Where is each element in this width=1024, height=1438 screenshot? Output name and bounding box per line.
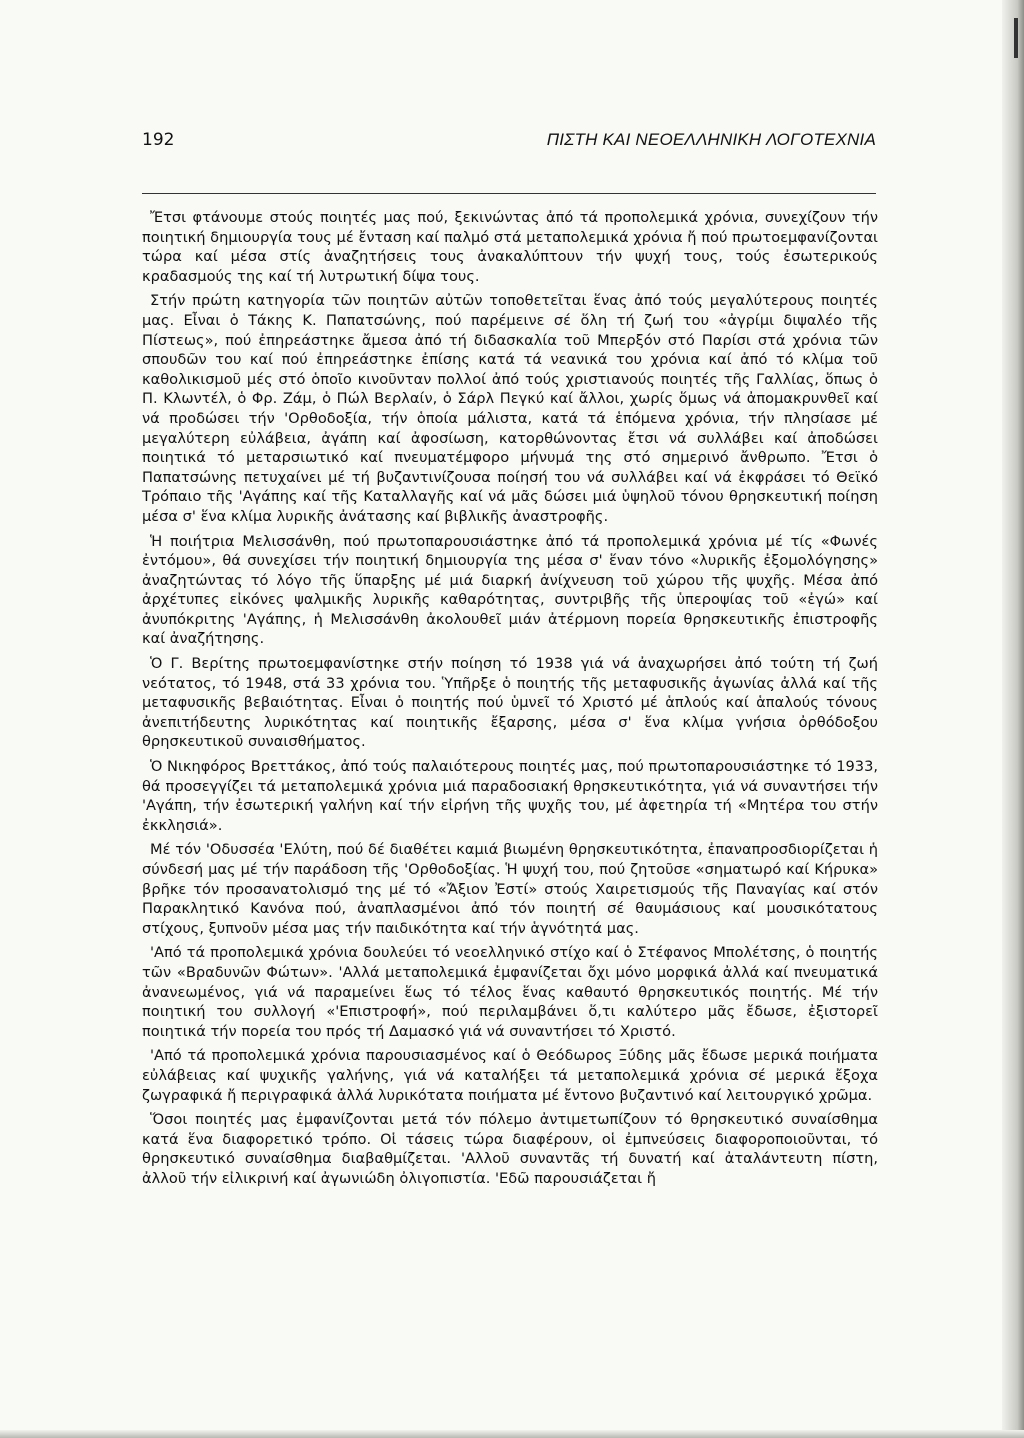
scan-page-edge (1002, 0, 1024, 1438)
paragraph: 'Από τά προπολεμικά χρόνια δουλεύει τό νεοελληνικό στίχο καί ὁ Στέφανος Μπολέτσης, ὁ ποιητής τῶν «Βραδυνῶν Φώτων». 'Αλλά μεταπολεμικά ἐμφανίζεται ὄχι μόνο μορφικά ἀλλά καί πνευματικά ἀνανεωμένος, γιά νά παραμείνει ἕως τό τέλος ἕνας καθαυτό θρησκευτικός ποιητής. Μέ τήν ποιητική του συλλογή «'Επιστροφή», πού περιλαμβάνει ὅ,τι καλύτερο μᾶς ἔδωσε, ἐξιστορεῖ ποιητικά τήν πορεία του πρός τή Δαμασκό γιά νά συναντήσει τό Χριστό. (142, 944, 878, 1040)
running-title: ΠΙΣΤΗ ΚΑΙ ΝΕΟΕΛΛΗΝΙΚΗ ΛΟΓΟΤΕΧΝΙΑ (546, 130, 876, 149)
page-header (142, 130, 876, 154)
scan-edge-mark (1014, 18, 1018, 58)
paragraph: Ὁ Νικηφόρος Βρεττάκος, ἀπό τούς παλαιότερους ποιητές μας, πού πρωτοπαρουσιάστηκε τό 1933, θά προσεγγίζει τά μεταπολεμικά χρόνια μιά παραδοσιακή θρησκευτικότητα, γιά νά συναντήσει τήν 'Αγάπη, τήν ἐσωτερική γαλήνη καί τήν εἰρήνη τῆς ψυχῆς του, μέ ἀφετηρία τή «Μητέρα του στήν ἐκκλησιά». (142, 758, 878, 834)
paragraph: Ὅσοι ποιητές μας ἐμφανίζονται μετά τόν πόλεμο ἀντιμετωπίζουν τό θρησκευτικό συναίσθημα κατά ἕνα διαφορετικό τρόπο. Οἱ τάσεις τώρα διαφέρουν, οἱ ἐμπνεύσεις διαφοροποιοῦνται, τό θρησκευτικό συναίσθημα διαβαθμίζεται. 'Αλλοῦ συναντᾶς τή δυνατή καί ἀταλάντευτη πίστη, ἀλλοῦ τήν εἰλικρινή καί ἀγωνιώδη ὀλιγοπιστία. 'Εδῶ παρουσιάζεται ἤ (142, 1111, 878, 1187)
page-number: 192 (142, 130, 175, 150)
paragraph: Στήν πρώτη κατηγορία τῶν ποιητῶν αὐτῶν τοποθετεῖται ἕνας ἀπό τούς μεγαλύτερους ποιητές μας. Εἶναι ὁ Τάκης Κ. Παπατσώνης, πού παρέμεινε σέ ὅλη τή ζωή του «ἀγρίμι διψαλέο τῆς Πίστεως», πού ἐπηρεάστηκε ἄμεσα ἀπό τή διδασκαλία τοῦ Μπερξόν στό Παρίσι στά χρόνια τῶν σπουδῶν του καί πού ἐπηρεάστηκε ἐπίσης κατά τά νεανικά του χρόνια καί ἀπό τό κλίμα τοῦ καθολικισμοῦ μές στό ὁποῖο κινοῦνταν πολλοί ἀπό τούς χριστιανούς ποιητές τῆς Γαλλίας, ὅπως ὁ Π. Κλωντέλ, ὁ Φρ. Ζάμ, ὁ Πώλ Βερλαίν, ὁ Σάρλ Πεγκύ καί ἄλλοι, χωρίς ὅμως νά ἀπομακρυνθεῖ καί νά προδώσει τήν 'Ορθοδοξία, τήν ὁποία μάλιστα, κατά τά ἑπόμενα χρόνια, τήν πλησίασε μέ μεγαλύτερη εὐλάβεια, ἀγάπη καί ἀφοσίωση, κατορθώνοντας ἔτσι νά συλλάβει καί ἀποδώσει ποιητικά τό μεταρσιωτικό καί πνευματέμφορο μήνυμά της στό σημερινό ἄνθρωπο. Ἔτσι ὁ Παπατσώνης πετυχαίνει μέ τή βυζαντινίζουσα ποίησή του νά συλλάβει καί νά ἐκφράσει τό Θεϊκό Τρόπαιο τῆς 'Αγάπης καί τῆς Καταλλαγῆς καί νά μᾶς δώσει μιά ὑψηλοῦ τόνου θρησκευτική ποίηση μέσα σ' ἕνα κλίμα λυρικῆς ἀνάτασης καί βιβλικῆς ἀναστροφῆς. (142, 292, 878, 525)
body-text (142, 208, 878, 1194)
paragraph: Ὁ Γ. Βερίτης πρωτοεμφανίστηκε στήν ποίηση τό 1938 γιά νά ἀναχωρήσει ἀπό τούτη τή ζωή νεότατος, τό 1948, στά 33 χρόνια του. Ὑπῆρξε ὁ ποιητής τῆς μεταφυσικῆς ἀγωνίας ἀλλά καί τῆς μεταφυσικῆς βεβαιότητας. Εἶναι ὁ ποιητής πού ὑμνεῖ τό Χριστό μέ ἁπλούς καί ἁπαλούς τόνους ἀνεπιτήδευτης λυρικότητας καί ποιητικῆς ἔξαρσης, μέσα σ' ἕνα κλίμα γνήσια ὀρθόδοξου θρησκευτικοῦ συναισθήματος. (142, 655, 878, 751)
paragraph: 'Από τά προπολεμικά χρόνια παρουσιασμένος καί ὁ Θεόδωρος Ξύδης μᾶς ἔδωσε μερικά ποιήματα εὐλάβειας καί ψυχικῆς γαλήνης, γιά νά καταλήξει τά μεταπολεμικά χρόνια σέ μερικά ἔξοχα ζωγραφικά ἤ περιγραφικά ἀλλά λυρικότατα ποιήματα μέ ἔντονο βυζαντινό καί λειτουργικό χρῶμα. (142, 1047, 878, 1104)
paragraph: Μέ τόν 'Οδυσσέα 'Ελύτη, πού δέ διαθέτει καμιά βιωμένη θρησκευτικότητα, ἐπαναπροσδιορίζεται ἡ σύνδεσή μας μέ τήν παράδοση τῆς 'Ορθοδοξίας. Ἡ ψυχή του, πού ζητοῦσε «σηματωρό καί Κήρυκα» βρῆκε τόν προσανατολισμό της μέ τό «Ἄξιον Ἐστί» στούς Χαιρετισμούς τῆς Παναγίας καί στόν Παρακλητικό Κανόνα πού, ἀναπλασμένοι ἀπό τόν ποιητή σέ θαυμάσιους καί μουσικότατους στίχους, ξυπνοῦν μέσα μας τήν παιδικότητα καί τήν ἁγνότητά μας. (142, 841, 878, 937)
scan-bottom-edge (0, 1430, 1024, 1438)
header-rule (142, 193, 876, 194)
paragraph: Ἔτσι φτάνουμε στούς ποιητές μας πού, ξεκινώντας ἀπό τά προπολεμικά χρόνια, συνεχίζουν τήν ποιητική δημιουργία τους μέ ἔνταση καί παλμό στά μεταπολεμικά χρόνια ἤ πού πρωτοεμφανίζονται τώρα καί μέσα στίς ἀναζητήσεις τους ἀνακαλύπτουν τήν ψυχή τους, τούς ἐσωτερικούς κραδασμούς της καί τή λυτρωτική δίψα τους. (142, 209, 878, 285)
paragraph: Ἡ ποιήτρια Μελισσάνθη, πού πρωτοπαρουσιάστηκε ἀπό τά προπολεμικά χρόνια μέ τίς «Φωνές ἐντόμου», θά συνεχίσει τήν ποιητική δημιουργία της μέσα σ' ἕναν τόνο «λυρικῆς ἐξομολόγησης» ἀναζητώντας τό λόγο τῆς ὕπαρξης μέ μιά διαρκή ἀνίχνευση τοῦ χώρου τῆς ψυχῆς. Μέσα ἀπό ἀρχέτυπες εἰκόνες ψαλμικῆς λυρικῆς καθαρότητας, συντριβῆς τῆς ὑπεροψίας τοῦ «ἐγώ» καί ἀνυπόκριτης 'Αγάπης, ἡ Μελισσάνθη ἀκολουθεῖ μιάν ἀτέρμονη πορεία θρησκευτικῆς ἐπιστροφῆς καί ἀναζήτησης. (142, 532, 878, 648)
